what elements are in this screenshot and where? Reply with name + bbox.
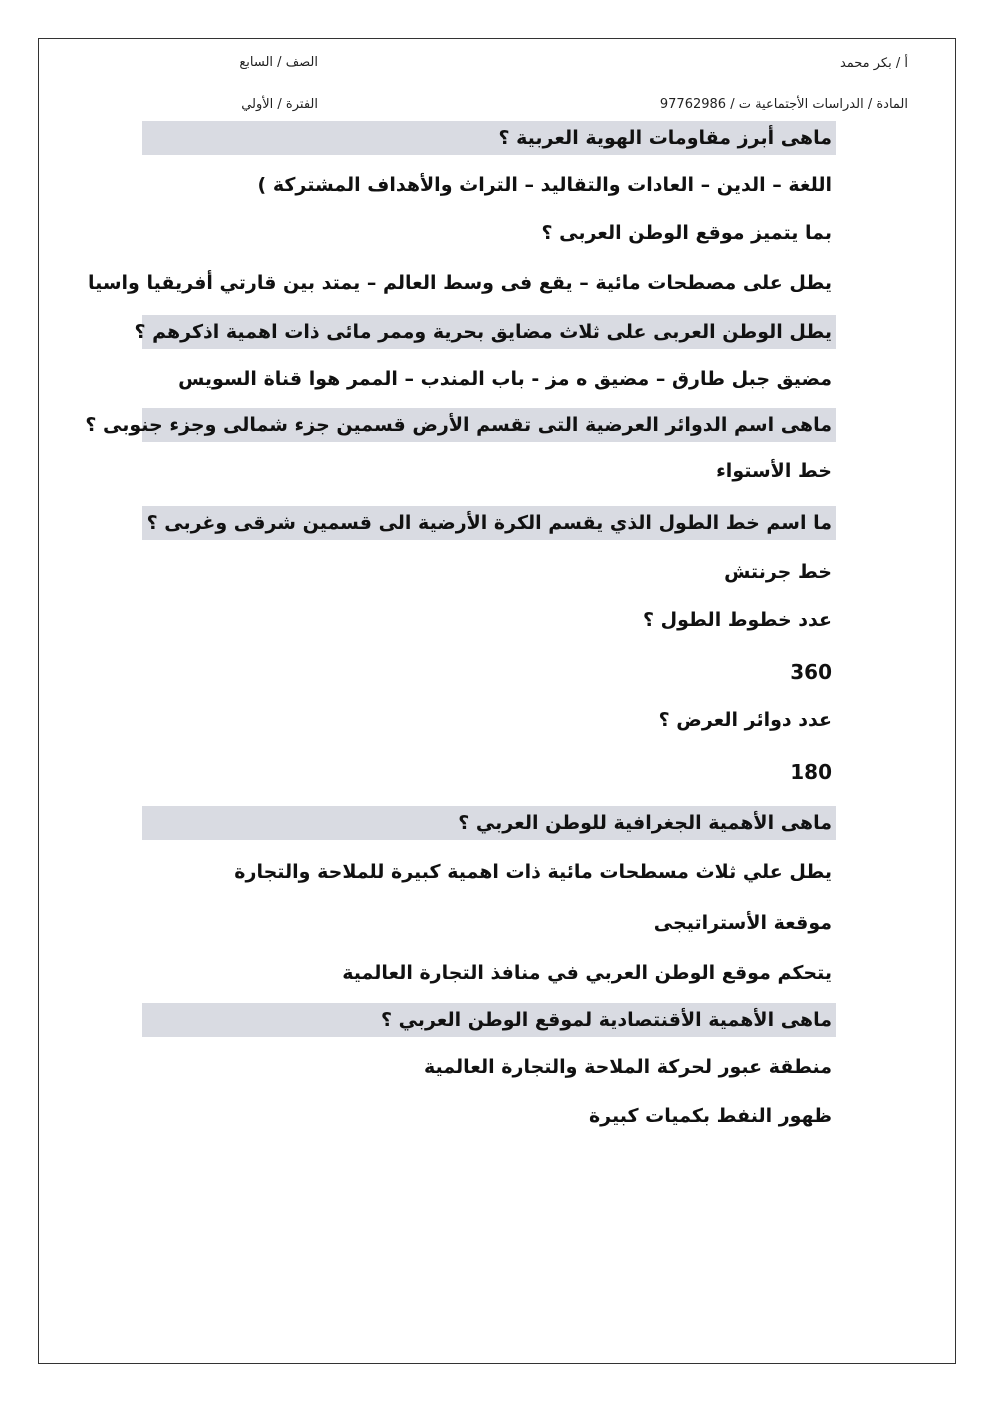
teacher-name: أ / بكر محمد: [839, 56, 908, 71]
term-label: الفترة / الأولي: [241, 97, 318, 112]
worksheet-content: [85, 121, 836, 1138]
question-line: ماهى أبرز مقاومات الهوية العربية ؟: [142, 121, 836, 155]
answer-line: يتحكم موقع الوطن العربي في منافذ التجارة العالمية: [342, 962, 832, 984]
question-line: ماهى اسم الدوائر العرضية التى تقسم الأرض قسمين جزء شمالى وجزء جنوبى ؟: [142, 408, 836, 442]
answer-line: يطل على مصطحات مائية – يقع فى وسط العالم – يمتد بين قارتي أفريقيا واسيا: [87, 272, 832, 294]
answer-line: مضيق جبل طارق – مضيق ه مز - باب المندب – الممر هوا قناة السويس: [178, 368, 832, 390]
question-line: ما اسم خط الطول الذي يقسم الكرة الأرضية الى قسمين شرقى وغربى ؟: [142, 506, 836, 540]
grade-label: الصف / السابع: [239, 55, 318, 70]
question-line: عدد دوائر العرض ؟: [658, 709, 832, 731]
subject-and-phone: المادة / الدراسات الأجتماعية ت / 97762986: [659, 97, 908, 112]
question-line: يطل الوطن العربى على ثلاث مضايق بحرية وممر مائى ذات اهمية اذكرهم ؟: [142, 315, 836, 349]
question-line: ماهى الأهمية الأقنتصادية لموقع الوطن العربي ؟: [142, 1003, 836, 1037]
question-line: عدد خطوط الطول ؟: [643, 609, 832, 631]
answer-line: خط جرنتش: [724, 561, 832, 583]
answer-number: 360: [790, 660, 832, 684]
answer-line: منطقة عبور لحركة الملاحة والتجارة العالمية: [424, 1056, 832, 1078]
answer-line: يطل علي ثلاث مسطحات مائية ذات اهمية كبيرة للملاحة والتجارة: [234, 861, 832, 883]
question-line: بما يتميز موقع الوطن العربى ؟: [541, 222, 832, 244]
answer-number: 180: [790, 760, 832, 784]
answer-line: اللغة – الدين – العادات والتقاليد – التراث والأهداف المشتركة ): [257, 174, 832, 196]
answer-line: خط الأستواء: [716, 460, 832, 482]
answer-line: ظهور النفط بكميات كبيرة: [588, 1105, 832, 1127]
question-line: ماهى الأهمية الجغرافية للوطن العربي ؟: [142, 806, 836, 840]
answer-line: موقعة الأستراتيجى: [653, 912, 832, 934]
